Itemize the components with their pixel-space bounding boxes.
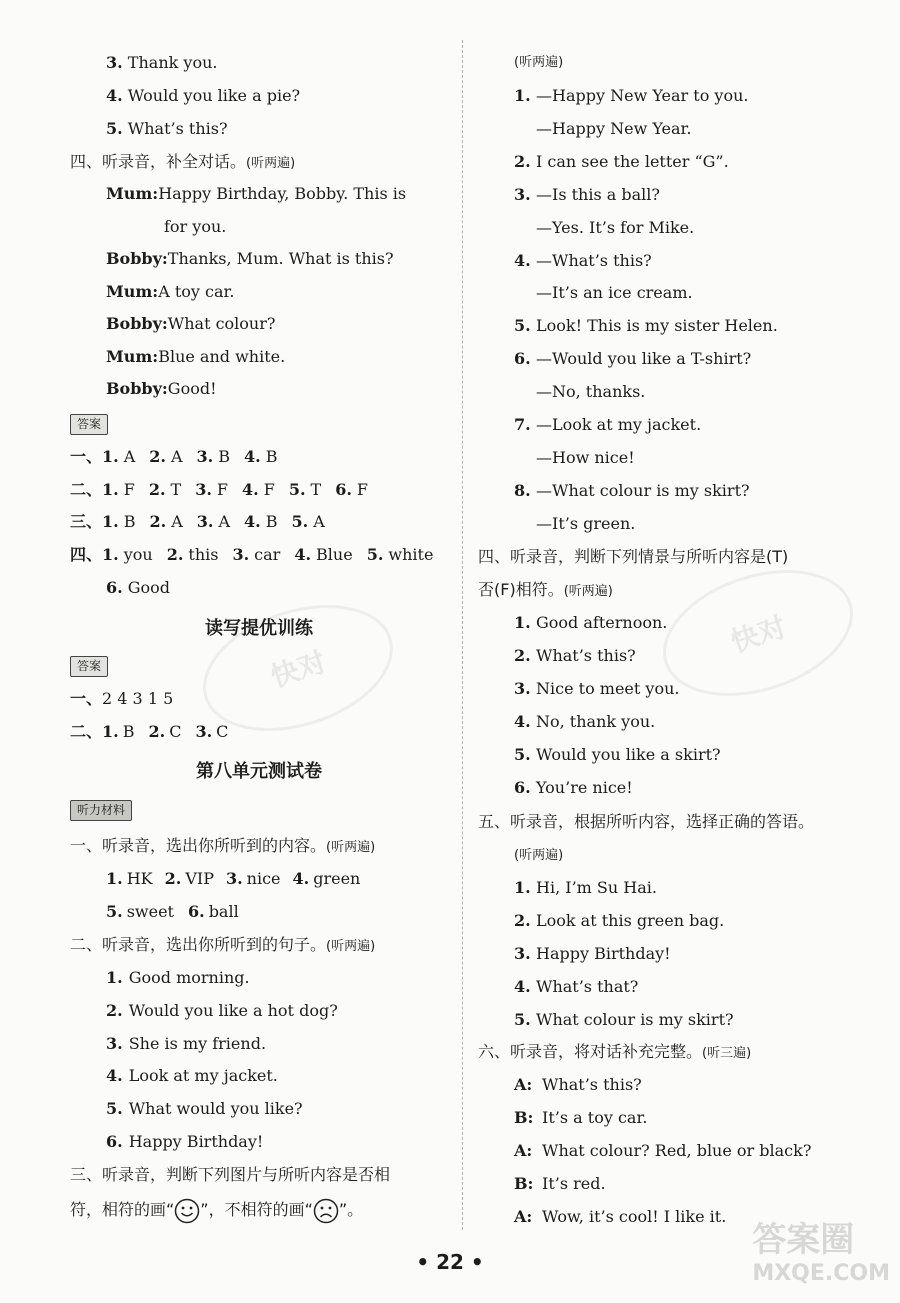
column-divider xyxy=(462,40,463,1230)
list-item xyxy=(514,283,693,303)
item-text: Good morning. xyxy=(128,968,250,987)
answer-prefix: 三、 xyxy=(70,512,103,532)
item-value: A xyxy=(123,447,136,466)
list-item xyxy=(106,1099,303,1119)
listen-note: (听两遍) xyxy=(514,848,564,863)
item-text: Would you like a hot dog? xyxy=(128,1000,338,1020)
item-number: 3. xyxy=(514,184,531,204)
item-number: 6. xyxy=(335,479,352,499)
item-number: 4. xyxy=(292,869,310,888)
dialog-line xyxy=(514,1174,606,1194)
item-number: 6. xyxy=(106,1132,123,1151)
list-item xyxy=(514,514,635,534)
item-text: What would you like? xyxy=(128,1099,303,1119)
option-row xyxy=(106,902,253,922)
item-number: 6. xyxy=(106,577,123,597)
dialog-text: Thanks, Mum. What is this? xyxy=(167,249,394,268)
item-number: 2. xyxy=(148,722,166,741)
item-text: Look at my jacket. xyxy=(128,1066,278,1086)
item-text: Hi, I’m Su Hai. xyxy=(536,878,657,897)
dialog-line xyxy=(106,347,285,367)
answer-tag: 答案 xyxy=(70,656,108,677)
item-number: 6. xyxy=(187,902,205,921)
item-value: car xyxy=(254,545,281,565)
item-number: 3. xyxy=(196,447,214,466)
answer-prefix: 四、 xyxy=(70,545,103,565)
item-number: 3. xyxy=(195,722,213,741)
item-number: 3. xyxy=(514,679,531,698)
section-title: 一、听录音，选出你所听到的内容。(听两遍) xyxy=(70,836,376,855)
speaker-label: B: xyxy=(514,1108,534,1127)
item-value: A xyxy=(170,447,183,466)
watermark-logo: 答案圈 MXQE.COM xyxy=(752,1220,890,1286)
speaker-label: Bobby: xyxy=(106,314,168,333)
dialog-text: Happy Birthday, Bobby. This is xyxy=(158,184,407,203)
item-number: 3. xyxy=(225,869,243,888)
item-number: 5. xyxy=(288,479,306,499)
item-number: 4. xyxy=(514,712,531,731)
item-value: ball xyxy=(208,902,239,921)
item-number: 1. xyxy=(102,722,119,741)
answer-line xyxy=(70,447,291,467)
dialog-line xyxy=(514,1108,647,1128)
answer-prefix: 一、 xyxy=(70,447,103,466)
item-value: F xyxy=(263,479,275,499)
list-item xyxy=(514,448,635,468)
item-number: 6. xyxy=(514,778,531,797)
section-title: 二、听录音，选出你所听到的句子。(听两遍) xyxy=(70,935,376,954)
list-item xyxy=(514,251,652,271)
dialog-line xyxy=(106,379,217,399)
list-item xyxy=(514,911,724,931)
list-item xyxy=(514,1010,734,1030)
item-text: —Would you like a T-shirt? xyxy=(536,349,752,369)
dialog-line xyxy=(106,282,235,302)
list-item xyxy=(514,679,679,699)
item-number: 1. xyxy=(514,878,531,897)
item-value: A xyxy=(218,512,231,532)
item-value: F xyxy=(356,479,369,499)
list-item: 3. Thank you. xyxy=(106,53,218,72)
item-value: B xyxy=(265,447,278,466)
list-item xyxy=(514,152,729,172)
item-number: 1. xyxy=(102,512,119,532)
item-number: 3. xyxy=(514,944,531,963)
item-value: C xyxy=(216,722,229,741)
item-number: 2. xyxy=(514,911,531,930)
item-number: 3. xyxy=(195,479,212,499)
list-item xyxy=(514,185,660,205)
section-title: 三、听录音，判断下列图片与所听内容是否相 xyxy=(70,1165,391,1184)
listen-note: (听两遍) xyxy=(514,55,564,70)
item-number: 1. xyxy=(102,545,119,565)
item-value: F xyxy=(216,479,229,499)
item-number: 8. xyxy=(514,480,531,500)
answer-prefix: 二、 xyxy=(70,479,103,499)
item-value: VIP xyxy=(185,869,214,888)
item-text: Would you like a skirt? xyxy=(536,745,721,764)
item-value: this xyxy=(188,545,219,565)
dialog-text: What colour? Red, blue or black? xyxy=(542,1141,812,1160)
list-item: 4. Would you like a pie? xyxy=(106,86,301,105)
item-number: 5. xyxy=(366,545,384,565)
item-text: Happy Birthday! xyxy=(536,944,671,963)
speaker-label: B: xyxy=(514,1174,534,1193)
dialog-text: for you. xyxy=(164,216,227,236)
list-item xyxy=(514,613,667,633)
item-number: 3. xyxy=(106,1033,123,1053)
smiley-face-icon xyxy=(174,1198,200,1224)
speaker-label: A: xyxy=(514,1141,533,1160)
item-value: B xyxy=(218,447,231,466)
item-value: A xyxy=(313,512,325,532)
dialog-line xyxy=(514,1207,726,1227)
dialog-text: Wow, it’s cool! I like it. xyxy=(542,1207,727,1226)
answer-line xyxy=(70,512,339,532)
stamp-logo: 快对 xyxy=(647,548,869,719)
dialog-text: A toy car. xyxy=(158,281,235,301)
listening-material-tag: 听力材料 xyxy=(70,800,132,821)
section-title: 五、听录音，根据所听内容，选择正确的答语。 xyxy=(478,812,815,831)
item-text: I can see the letter “G”. xyxy=(536,151,729,171)
item-value: T xyxy=(310,479,322,499)
list-item xyxy=(106,1066,278,1086)
item-number: 5. xyxy=(514,316,531,336)
list-item xyxy=(514,712,655,732)
item-text: What’s that? xyxy=(536,977,639,996)
item-number: 1. xyxy=(106,968,123,987)
list-item xyxy=(106,1034,266,1054)
item-number: 5. xyxy=(514,745,531,764)
list-item xyxy=(106,1001,338,1021)
item-text: Look at this green bag. xyxy=(536,911,725,930)
list-item xyxy=(514,382,645,402)
item-text: Good afternoon. xyxy=(536,613,668,632)
item-number: 3. xyxy=(196,512,214,532)
section-title: 六、听录音，将对话补充完整。(听三遍) xyxy=(478,1042,752,1061)
list-item xyxy=(106,1132,263,1152)
speaker-label: Mum: xyxy=(106,281,159,301)
speaker-label: Mum: xyxy=(106,346,159,366)
item-value: A xyxy=(171,512,183,532)
item-text: —Happy New Year. xyxy=(536,118,692,138)
item-value: T xyxy=(170,479,182,499)
item-value: C xyxy=(169,722,182,741)
item-text: Happy Birthday! xyxy=(128,1132,264,1151)
item-number: 5. xyxy=(291,512,309,532)
list-item xyxy=(514,878,657,898)
item-number: 6. xyxy=(514,349,531,369)
item-value: B xyxy=(265,512,278,532)
item-value: sweet xyxy=(126,902,174,921)
answer-prefix: 二、 xyxy=(70,722,103,741)
item-text: Look! This is my sister Helen. xyxy=(536,316,778,336)
item-text: —Is this a ball? xyxy=(536,184,660,204)
list-item: 5. What’s this? xyxy=(106,119,228,138)
section-title: 四、听录音，判断下列情景与所听内容是(T) xyxy=(478,547,789,566)
item-value: white xyxy=(388,545,434,565)
dialog-line xyxy=(106,217,226,237)
item-number: 3. xyxy=(232,545,250,565)
item-text: —It’s green. xyxy=(536,513,636,533)
item-number: 2. xyxy=(164,869,182,888)
item-text: What’s this? xyxy=(536,646,636,665)
list-item xyxy=(514,646,636,666)
item-number: 5. xyxy=(514,1010,531,1029)
dialog-text: What’s this? xyxy=(542,1075,642,1094)
speaker-label: A: xyxy=(514,1075,533,1094)
list-item xyxy=(106,968,250,988)
item-value: B xyxy=(123,512,136,532)
item-number: 4. xyxy=(244,447,261,466)
item-value: you xyxy=(123,545,153,565)
item-value: HK xyxy=(126,869,153,888)
item-number: 5. xyxy=(106,1099,123,1119)
item-value: Good xyxy=(127,577,170,597)
list-item xyxy=(514,977,638,997)
item-number: 2. xyxy=(166,545,184,565)
item-value: green xyxy=(313,869,361,888)
speaker-label: Bobby: xyxy=(106,249,168,268)
section-title-cont: 否(F)相符。(听两遍) xyxy=(478,580,613,599)
item-text: —What colour is my skirt? xyxy=(536,480,750,500)
item-text: —It’s an ice cream. xyxy=(536,283,693,303)
item-value: B xyxy=(122,722,135,741)
answer-line xyxy=(70,545,447,565)
item-number: 1. xyxy=(106,869,123,888)
answer-line: 一、2 4 3 1 5 xyxy=(70,689,174,708)
item-number: 4. xyxy=(244,512,261,532)
item-number: 2. xyxy=(514,151,531,171)
dialog-line xyxy=(106,249,394,269)
speaker-label: A: xyxy=(514,1207,533,1226)
sad-face-icon xyxy=(313,1198,339,1224)
dialog-line xyxy=(106,184,406,204)
item-value: nice xyxy=(246,869,281,888)
list-item xyxy=(514,944,671,964)
section-title-cont: 符，相符的画“ ”，不相符的画“ ”。 xyxy=(70,1196,363,1224)
list-item xyxy=(514,745,721,765)
item-number: 2. xyxy=(148,479,166,499)
dialog-line xyxy=(106,314,275,334)
list-item xyxy=(514,86,748,106)
answer-tag: 答案 xyxy=(70,414,108,435)
answer-line xyxy=(106,578,184,598)
list-item xyxy=(514,316,778,336)
item-text: —How nice! xyxy=(536,447,635,467)
item-text: —Happy New Year to you. xyxy=(536,86,749,105)
list-item xyxy=(514,415,701,435)
dialog-line xyxy=(514,1075,642,1095)
speaker-label: Bobby: xyxy=(106,379,168,398)
page-number: • 22 • xyxy=(416,1250,484,1274)
list-item xyxy=(514,349,751,369)
answer-line xyxy=(70,480,382,500)
item-text: No, thank you. xyxy=(536,712,656,731)
item-text: Nice to meet you. xyxy=(536,679,680,698)
dialog-text: What colour? xyxy=(167,314,276,333)
item-value: F xyxy=(123,479,135,499)
item-number: 1. xyxy=(514,613,531,632)
dialog-text: It’s red. xyxy=(542,1174,606,1193)
item-number: 1. xyxy=(102,447,119,466)
stamp-logo: 快对 xyxy=(187,583,409,754)
item-text: You’re nice! xyxy=(536,778,633,797)
list-item xyxy=(514,218,694,238)
item-text: —What’s this? xyxy=(536,250,652,270)
item-number: 7. xyxy=(514,415,531,434)
item-text: —No, thanks. xyxy=(536,382,646,402)
item-number: 4. xyxy=(514,250,531,270)
item-number: 2. xyxy=(149,447,166,466)
item-value: Blue xyxy=(316,545,353,565)
item-text: She is my friend. xyxy=(128,1033,267,1053)
item-text: —Yes. It’s for Mike. xyxy=(536,217,695,237)
dialog-text: Blue and white. xyxy=(158,346,286,366)
dialog-line xyxy=(514,1141,811,1161)
list-item xyxy=(514,778,633,798)
item-number: 2. xyxy=(149,512,167,532)
section-title: 四、听录音，补全对话。(听两遍) xyxy=(70,152,296,171)
item-number: 2. xyxy=(514,646,531,665)
item-text: What colour is my skirt? xyxy=(536,1010,734,1029)
item-number: 5. xyxy=(106,902,123,921)
list-item xyxy=(514,481,750,501)
item-number: 4. xyxy=(294,545,312,565)
option-row xyxy=(106,869,372,889)
item-number: 1. xyxy=(514,86,531,105)
section-heading: 第八单元测试卷 xyxy=(196,761,322,782)
item-number: 1. xyxy=(102,479,119,499)
answer-line xyxy=(70,722,242,742)
item-text: —Look at my jacket. xyxy=(536,415,702,434)
speaker-label: Mum: xyxy=(106,184,159,203)
item-number: 4. xyxy=(242,479,259,499)
dialog-text: It’s a toy car. xyxy=(542,1108,648,1127)
item-number: 4. xyxy=(106,1066,123,1086)
item-number: 4. xyxy=(514,977,531,996)
item-number: 2. xyxy=(106,1000,123,1020)
dialog-text: Good! xyxy=(167,379,217,398)
section-heading: 读写提优训练 xyxy=(205,618,313,639)
list-item xyxy=(514,119,692,139)
